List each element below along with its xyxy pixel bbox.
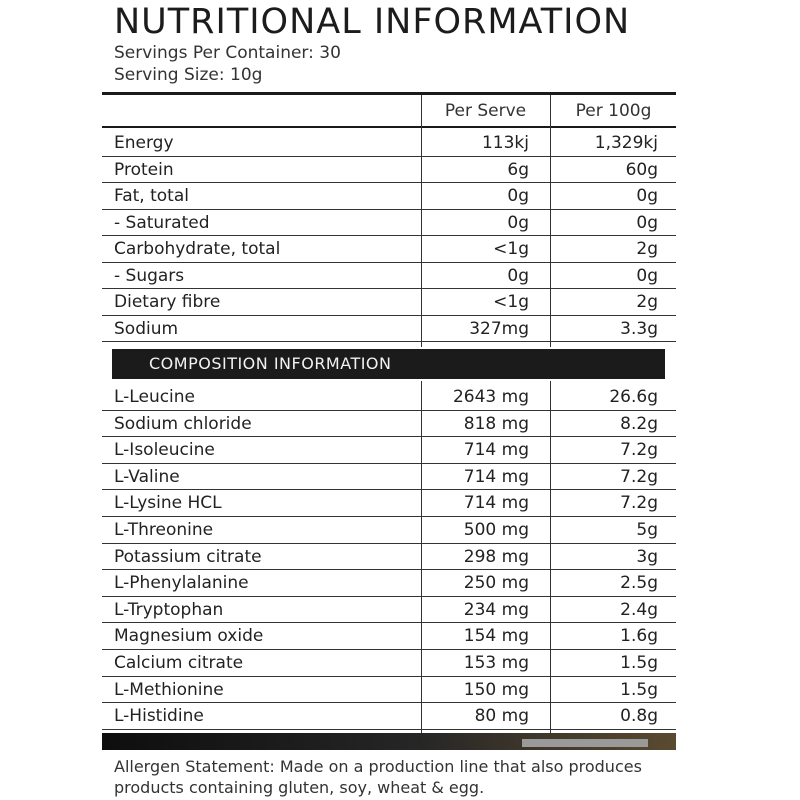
column-header-per-100g: Per 100g [575,101,652,121]
per-serve-value: 298 mg [463,546,529,567]
per-100g-value: 3g [636,546,658,567]
row-label: L-Isoleucine [114,440,215,461]
table-row [102,263,676,290]
row-label: Fat, total [114,186,189,206]
per-serve-value: <1g [493,292,529,312]
row-divider [102,729,676,730]
per-100g-value: 7.2g [620,440,658,461]
per-100g-value: 1.5g [620,679,658,700]
horizontal-scrollbar[interactable] [522,739,648,747]
serving-size: Serving Size: 10g [114,65,263,85]
table-row [102,544,676,571]
row-label: L-Histidine [114,706,204,727]
row-label: L-Leucine [114,387,196,407]
row-label: L-Tryptophan [114,599,224,620]
per-serve-value: 153 mg [463,653,529,673]
per-serve-value: 818 mg [463,413,529,434]
per-100g-value: 7.2g [620,466,658,487]
table-row [102,677,676,704]
per-serve-value: 80 mg [474,706,529,727]
per-100g-value: 7.2g [620,493,658,514]
per-serve-value: 0g [507,186,529,206]
per-serve-value: 500 mg [463,520,529,540]
row-label: L-Lysine HCL [114,493,222,514]
per-100g-value: 1.6g [620,626,658,647]
row-label: Potassium citrate [114,546,262,567]
allergen-statement-line-2: products containing gluten, soy, wheat & egg. [114,778,485,797]
table-top-border [102,92,676,95]
row-label: L-Valine [114,466,180,487]
row-label: L-Phenylalanine [114,573,249,594]
row-label: Magnesium oxide [114,626,264,647]
per-serve-value: 714 mg [463,493,529,514]
table-row [102,236,676,263]
composition-header-label: COMPOSITION INFORMATION [149,354,392,373]
per-100g-value: 2g [636,239,658,259]
table-row [102,130,676,157]
servings-per-container: Servings Per Container: 30 [114,43,341,63]
table-row [102,289,676,316]
per-serve-value: 6g [507,159,529,180]
table-bottom-bar [102,733,676,750]
row-label: Sodium [114,318,179,339]
table-row [102,437,676,464]
row-label: - Sugars [114,265,185,286]
per-serve-value: 150 mg [463,679,529,700]
table-row [102,623,676,650]
composition-header-band [112,349,665,379]
header-bottom-border [102,126,676,128]
per-serve-value: 113kj [481,133,529,153]
per-100g-value: 8.2g [620,413,658,434]
per-100g-value: 2g [636,292,658,312]
per-100g-value: 1,329kj [594,133,658,153]
table-row [102,490,676,517]
per-serve-value: <1g [493,239,529,259]
per-100g-value: 0g [636,265,658,286]
table-row [102,316,676,343]
table-row [102,517,676,544]
per-100g-value: 26.6g [609,387,658,407]
row-label: Energy [114,133,174,153]
page-title: NUTRITIONAL INFORMATION [114,2,631,42]
per-100g-value: 2.5g [620,573,658,594]
per-100g-value: 5g [636,520,658,540]
per-100g-value: 60g [625,159,658,180]
table-row [102,183,676,210]
per-100g-value: 0g [636,186,658,206]
per-100g-value: 0.8g [620,706,658,727]
per-serve-value: 327mg [469,318,529,339]
per-serve-value: 0g [507,212,529,233]
table-row [102,157,676,184]
row-divider [102,341,676,342]
allergen-statement-line-1: Allergen Statement: Made on a production line that also produces [114,757,642,776]
per-serve-value: 234 mg [463,599,529,620]
table-row [102,210,676,237]
per-serve-value: 0g [507,265,529,286]
table-row [102,464,676,491]
per-serve-value: 714 mg [463,466,529,487]
column-header-per-serve: Per Serve [444,101,527,121]
per-serve-value: 2643 mg [452,387,529,407]
table-row [102,384,676,411]
table-row [102,411,676,438]
row-label: Dietary fibre [114,292,221,312]
row-label: - Saturated [114,212,210,233]
row-label: L-Methionine [114,679,224,700]
row-label: Calcium citrate [114,653,244,673]
per-100g-value: 0g [636,212,658,233]
table-row [102,703,676,730]
row-label: Protein [114,159,174,180]
per-100g-value: 2.4g [620,599,658,620]
per-serve-value: 154 mg [463,626,529,647]
per-serve-value: 250 mg [463,573,529,594]
per-100g-value: 1.5g [620,653,658,673]
row-label: Carbohydrate, total [114,239,281,259]
per-serve-value: 714 mg [463,440,529,461]
table-row [102,570,676,597]
per-100g-value: 3.3g [620,318,658,339]
row-label: L-Threonine [114,520,214,540]
table-row [102,650,676,677]
row-label: Sodium chloride [114,413,252,434]
table-row [102,597,676,624]
